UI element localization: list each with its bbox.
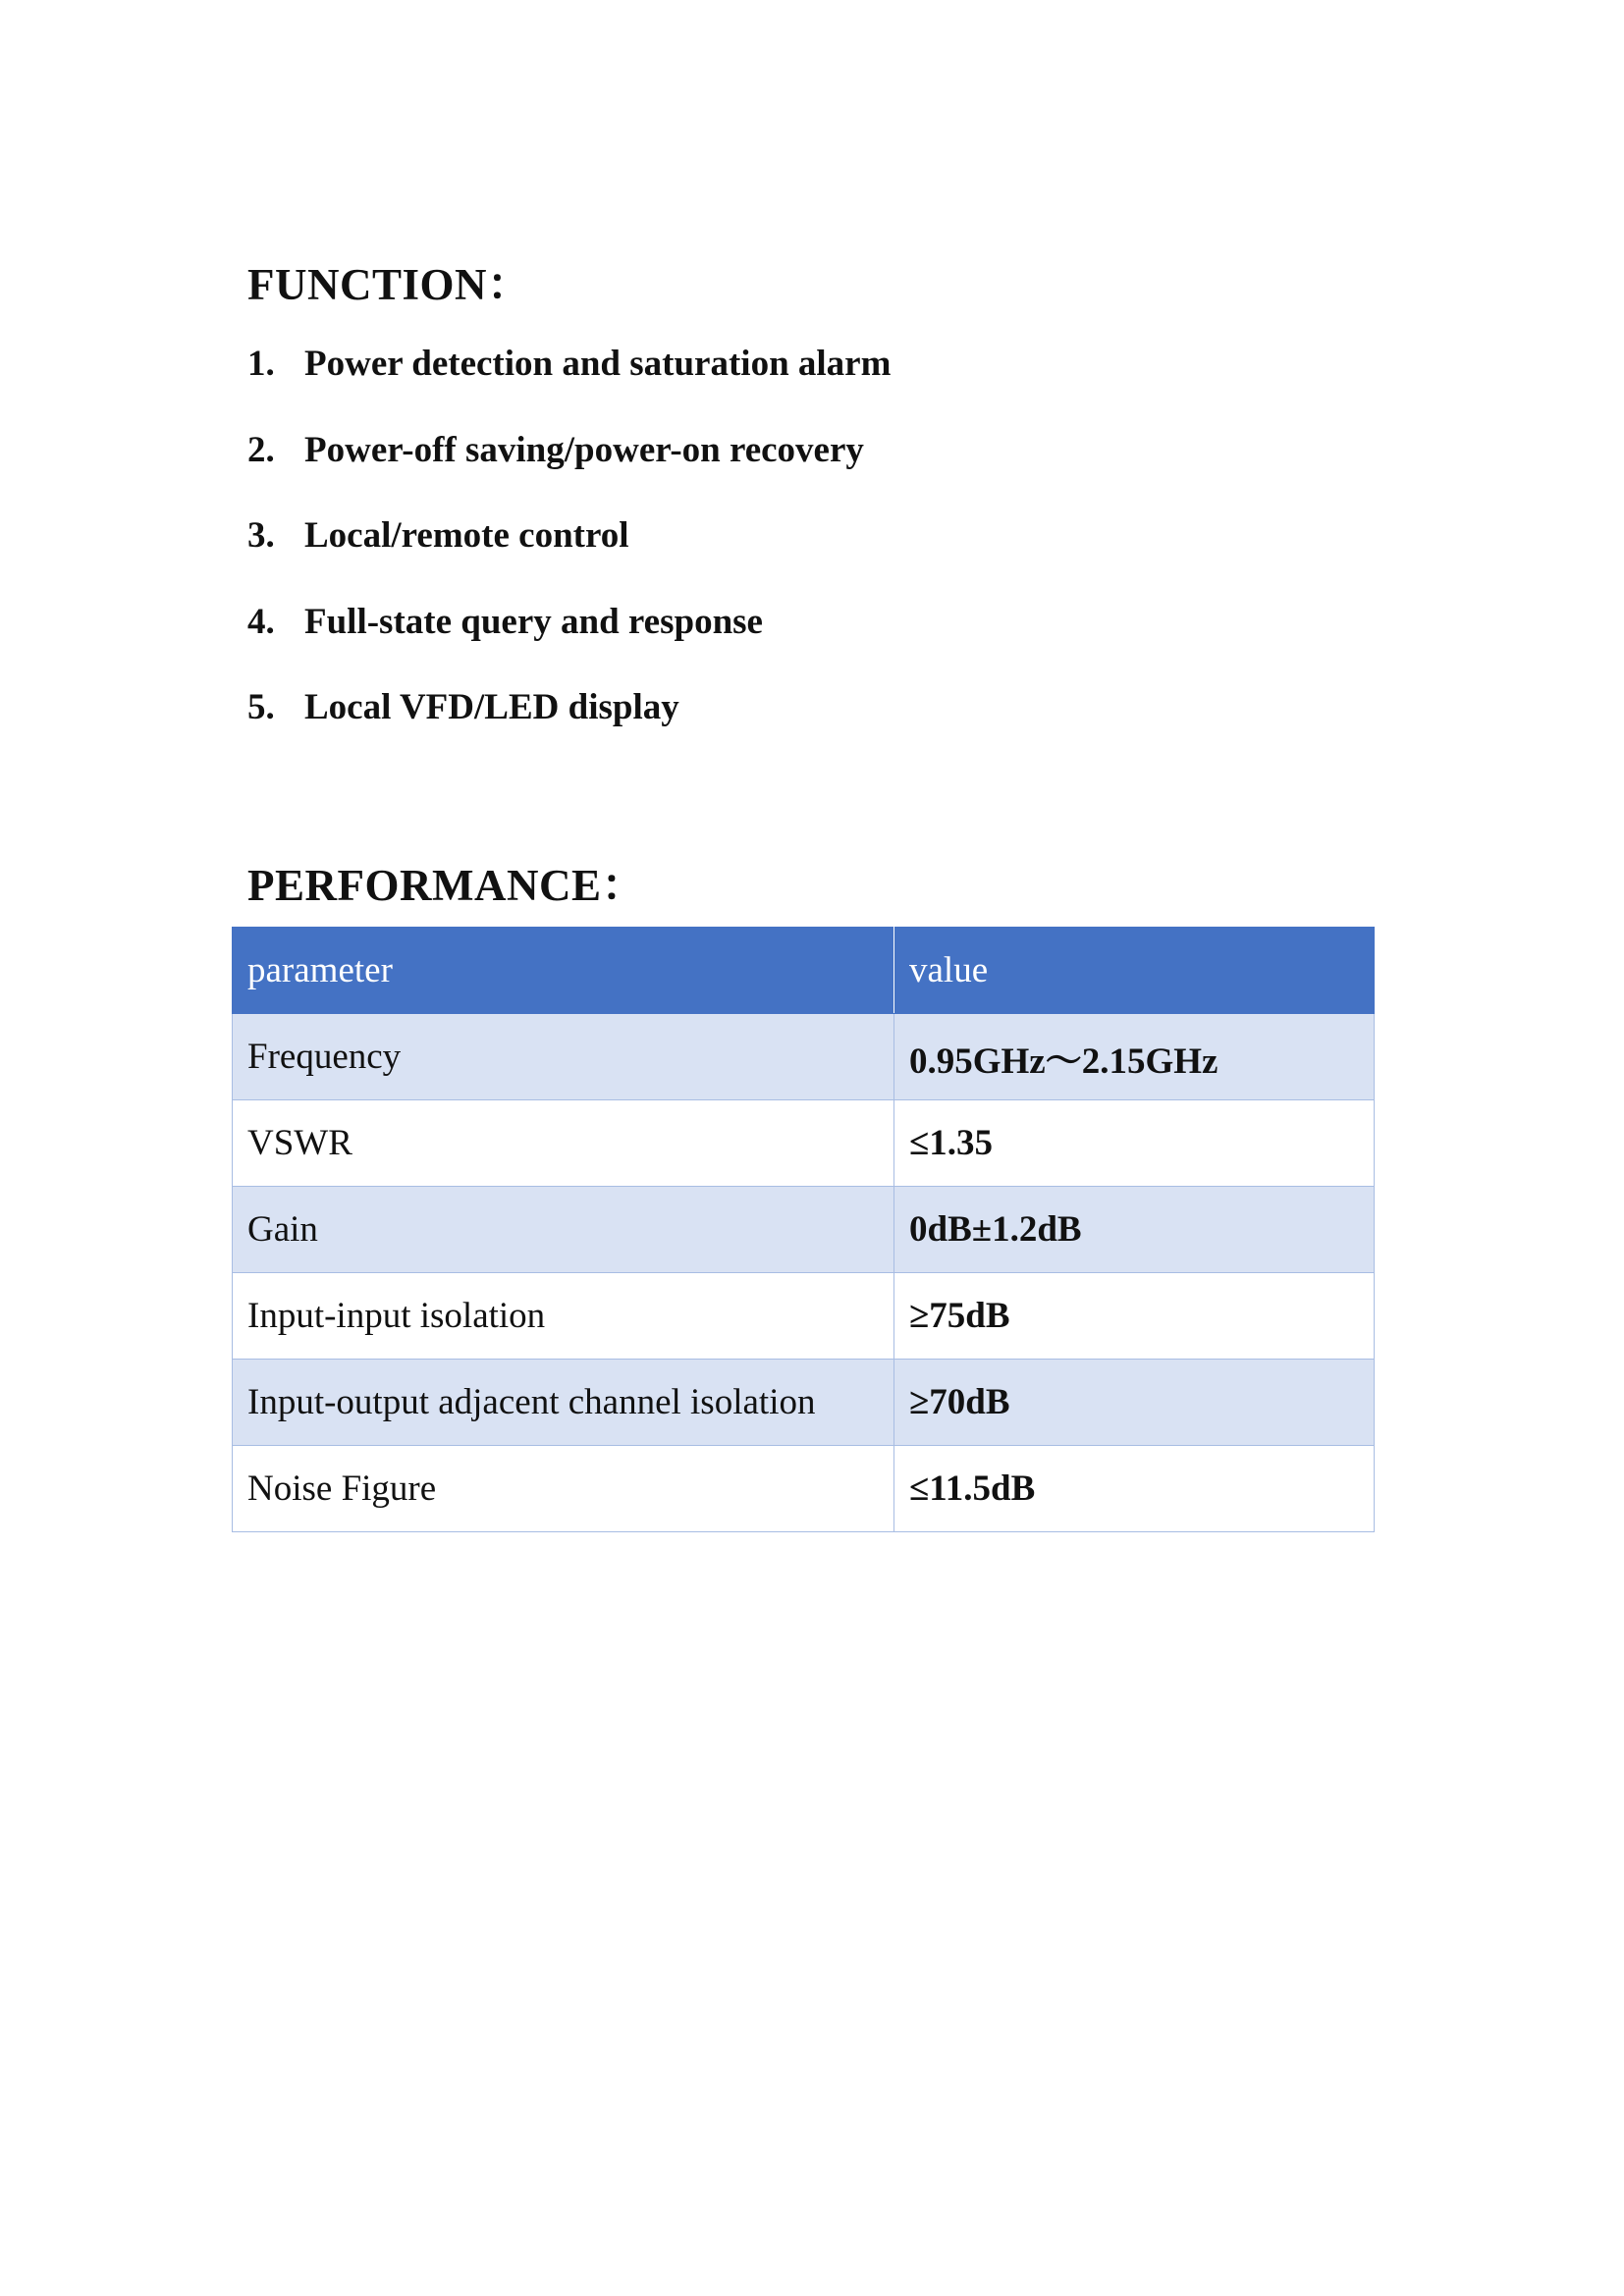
list-item	[247, 517, 891, 604]
table-row	[233, 1273, 1375, 1360]
parameter-cell: Gain	[233, 1187, 894, 1273]
list-item-number: 3.	[247, 515, 275, 556]
list-item-text: Power-off saving/power-on recovery	[304, 429, 864, 470]
parameter-cell: Input-output adjacent channel isolation	[233, 1360, 894, 1446]
list-item-text: Full-state query and response	[304, 601, 763, 642]
table-header-row	[233, 928, 1375, 1014]
list-item-number: 2.	[247, 429, 275, 470]
list-item-text: Local VFD/LED display	[304, 687, 679, 727]
list-item	[247, 429, 891, 518]
list-item-text: Local/remote control	[304, 515, 629, 556]
table-row	[233, 1446, 1375, 1532]
list-item-number: 4.	[247, 601, 275, 642]
parameter-cell: VSWR	[233, 1100, 894, 1187]
function-list	[247, 346, 891, 775]
function-heading: FUNCTION：	[247, 260, 532, 309]
value-cell: ≥75dB	[894, 1273, 1375, 1360]
list-item	[247, 346, 891, 432]
performance-table	[232, 927, 1375, 1532]
list-item-number: 5.	[247, 687, 275, 727]
parameter-cell: Frequency	[233, 1014, 894, 1100]
list-item	[247, 601, 891, 690]
table-row	[233, 1014, 1375, 1100]
table-row	[233, 1100, 1375, 1187]
performance-heading: PERFORMANCE：	[247, 861, 646, 910]
value-cell: 0dB±1.2dB	[894, 1187, 1375, 1273]
header-parameter: parameter	[233, 928, 894, 1014]
value-cell: ≤1.35	[894, 1100, 1375, 1187]
list-item-text: Power detection and saturation alarm	[304, 344, 892, 384]
table-row	[233, 1360, 1375, 1446]
parameter-cell: Input-input isolation	[233, 1273, 894, 1360]
list-item-number: 1.	[247, 344, 275, 384]
parameter-cell: Noise Figure	[233, 1446, 894, 1532]
value-cell: 0.95GHz～2.15GHz	[894, 1014, 1375, 1100]
header-value: value	[894, 928, 1375, 1014]
list-item	[247, 689, 891, 775]
value-cell: ≤11.5dB	[894, 1446, 1375, 1532]
table-row	[233, 1187, 1375, 1273]
value-cell: ≥70dB	[894, 1360, 1375, 1446]
